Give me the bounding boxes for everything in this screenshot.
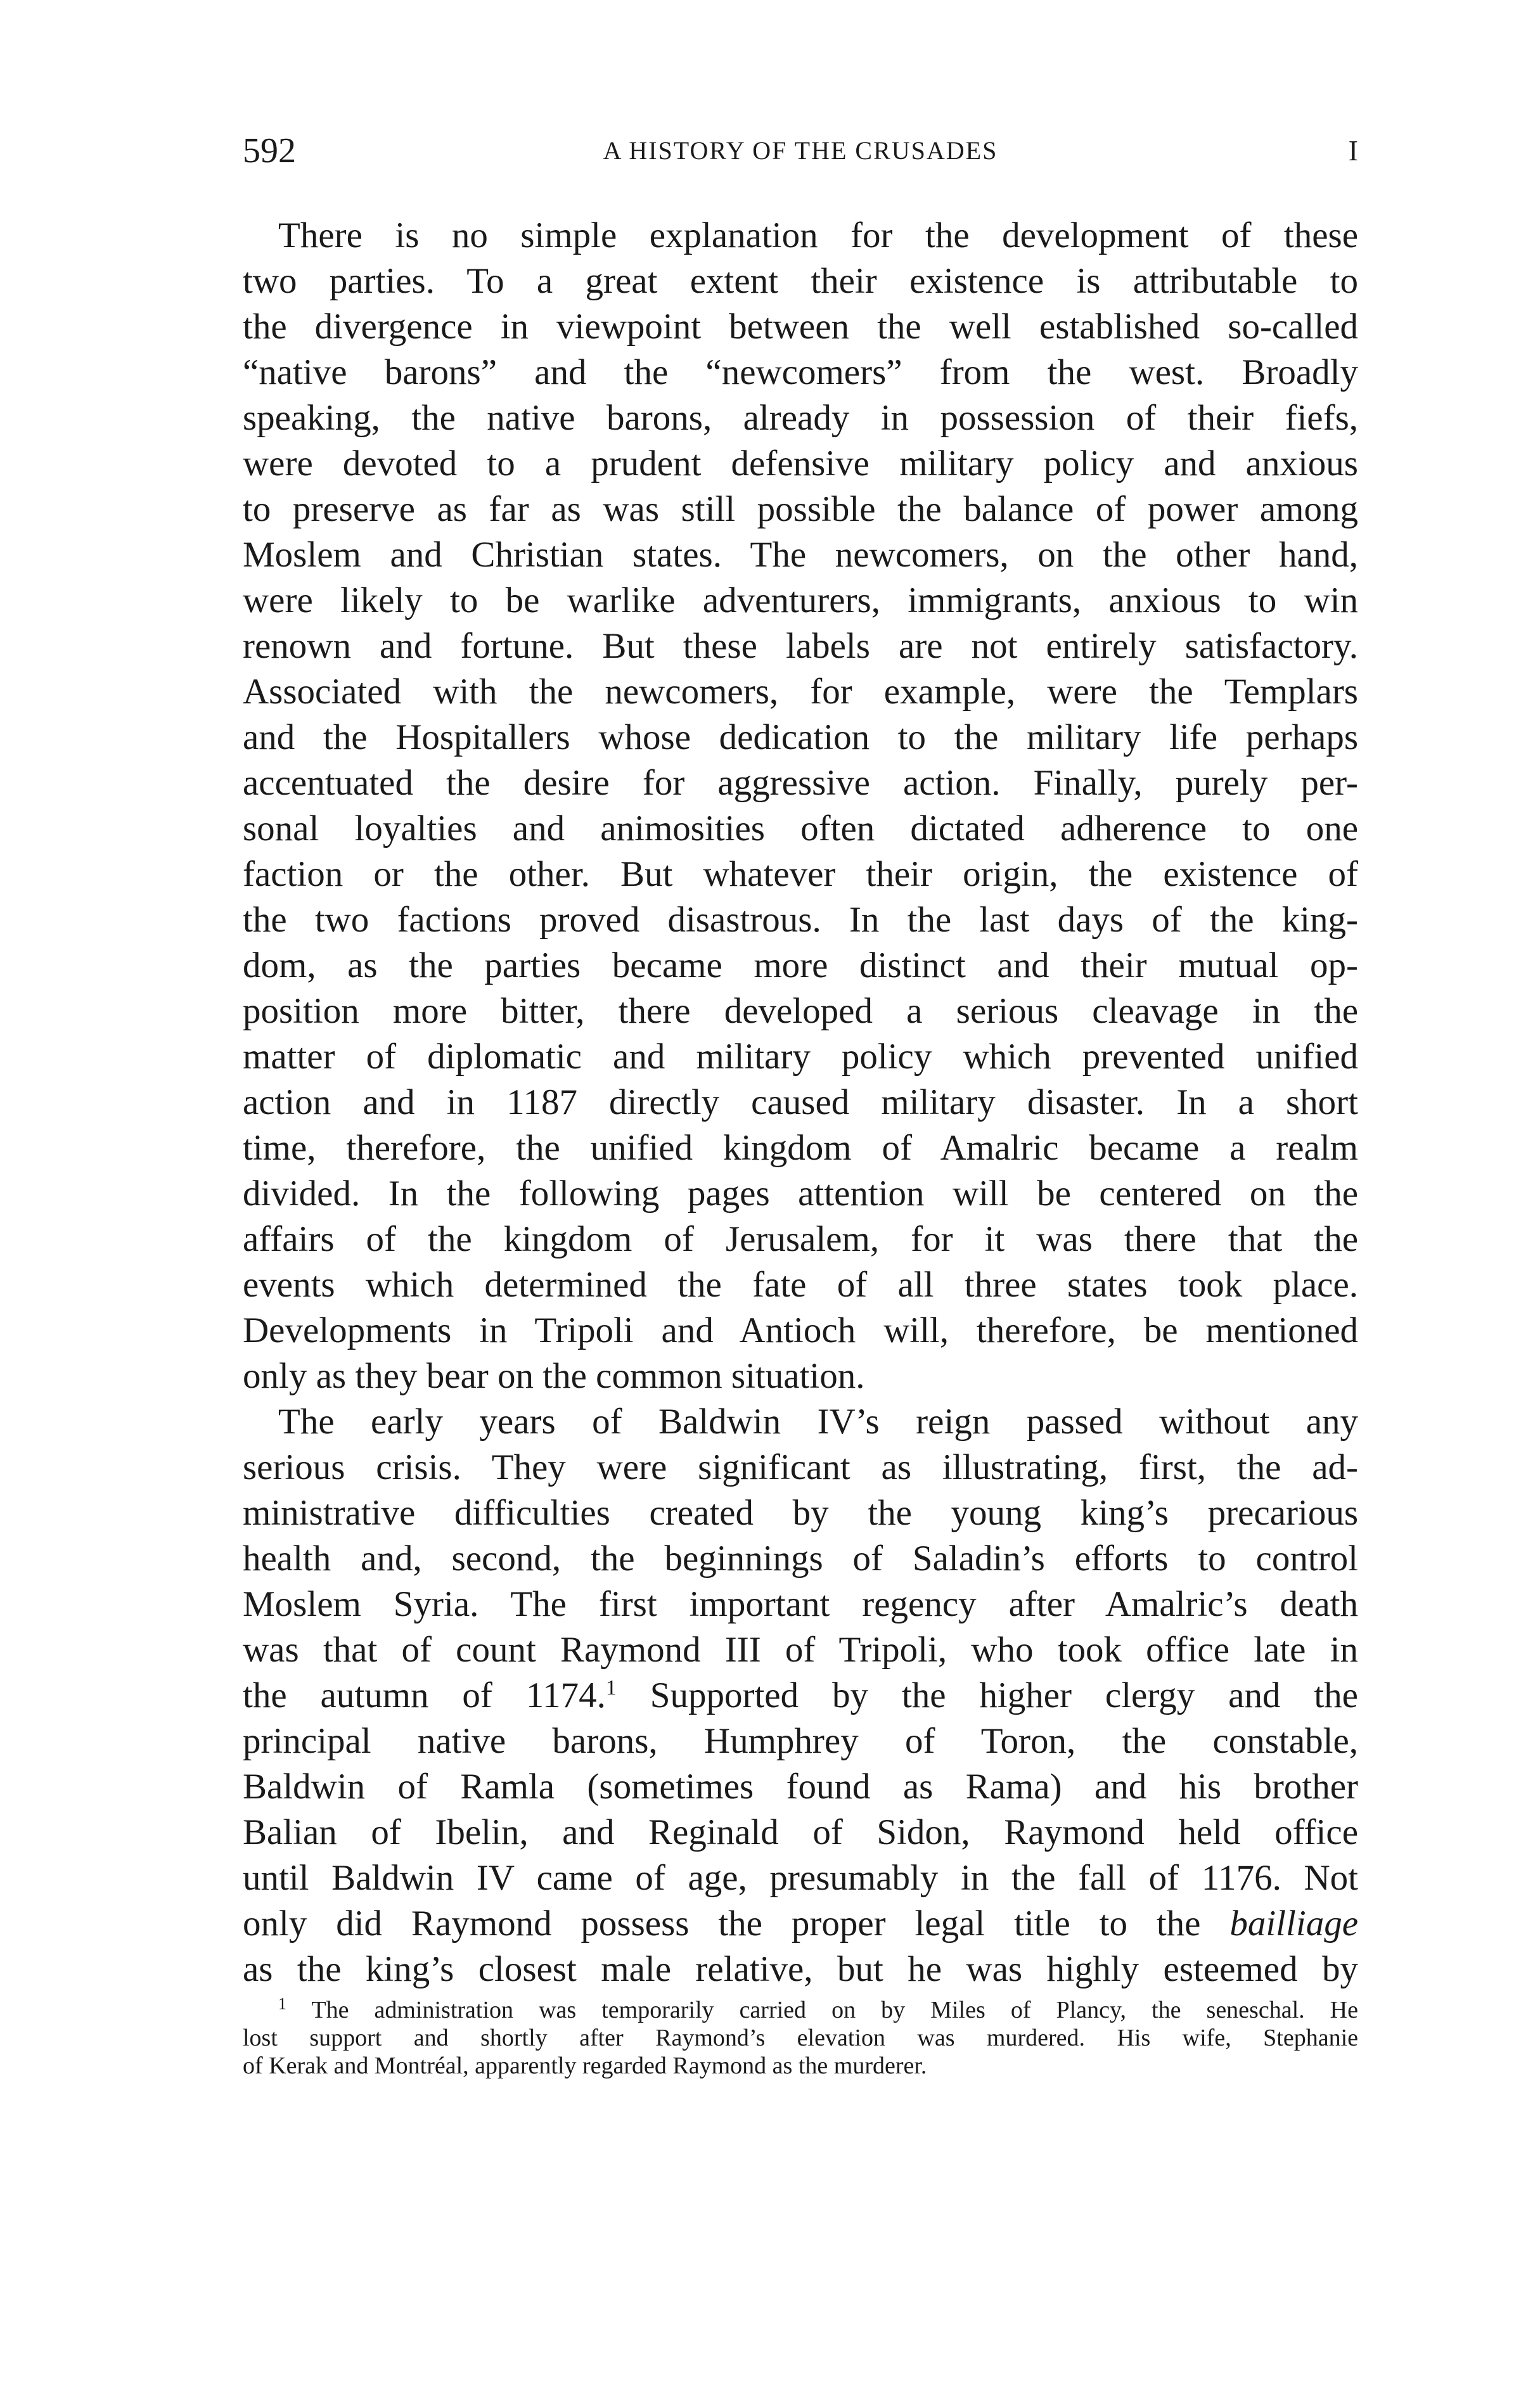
text-line: divided. In the following pages attention will be centered on the bbox=[243, 1174, 1358, 1214]
text-line: the two factions proved disastrous. In the last days of the king- bbox=[243, 900, 1358, 940]
body-text bbox=[243, 213, 1358, 1992]
text-line: action and in 1187 directly caused military disaster. In a short bbox=[243, 1082, 1358, 1122]
text-line: only as they bear on the common situation. bbox=[243, 1356, 865, 1396]
text-line: serious crisis. They were significant as illustrating, first, the ad- bbox=[243, 1447, 1358, 1487]
text-line: Baldwin of Ramla (sometimes found as Rama) and his brother bbox=[243, 1767, 1358, 1807]
text-line: matter of diplomatic and military policy which prevented unified bbox=[243, 1037, 1358, 1077]
text-line: Associated with the newcomers, for example, were the Templars bbox=[243, 672, 1358, 712]
footnote-reference[interactable]: 1 bbox=[605, 1676, 617, 1700]
text-line: dom, as the parties became more distinct and their mutual op- bbox=[243, 945, 1358, 985]
text-line: Moslem and Christian states. The newcomers, on the other hand, bbox=[243, 535, 1358, 575]
text-line: There is no simple explanation for the development of these bbox=[278, 215, 1358, 255]
text-line: renown and fortune. But these labels are not entirely satisfactory. bbox=[243, 626, 1358, 666]
text-line: sonal loyalties and animosities often dictated adherence to one bbox=[243, 809, 1358, 849]
text-line: The early years of Baldwin IV’s reign passed without any bbox=[278, 1402, 1358, 1442]
footnote-line: lost support and shortly after Raymond’s elevation was murdered. His wife, Stephanie bbox=[243, 2025, 1358, 2051]
text-line: ministrative difficulties created by the young king’s precarious bbox=[243, 1493, 1358, 1533]
text-line: position more bitter, there developed a serious cleavage in the bbox=[243, 991, 1358, 1031]
running-title: A HISTORY OF THE CRUSADES bbox=[603, 136, 998, 165]
chapter-number: I bbox=[1348, 134, 1358, 167]
text-line: as the king’s closest male relative, but he was highly esteemed by bbox=[243, 1949, 1358, 1989]
text-line: principal native barons, Humphrey of Toron, the constable, bbox=[243, 1721, 1358, 1761]
text-line: Developments in Tripoli and Antioch will, therefore, be mentioned bbox=[243, 1310, 1358, 1350]
text-segment: the autumn of 1174. bbox=[243, 1675, 606, 1715]
footnote bbox=[243, 1996, 1358, 2080]
text-line: Balian of Ibelin, and Reginald of Sidon, Raymond held office bbox=[243, 1812, 1358, 1852]
text-line: time, therefore, the unified kingdom of Amalric became a realm bbox=[243, 1128, 1358, 1168]
text-line: until Baldwin IV came of age, presumably in the fall of 1176. Not bbox=[243, 1858, 1358, 1898]
text-line: events which determined the fate of all three states took place. bbox=[243, 1265, 1358, 1305]
text-line bbox=[243, 1901, 1358, 1947]
text-line: “native barons” and the “newcomers” from the west. Broadly bbox=[243, 352, 1358, 392]
text-line: and the Hospitallers whose dedication to the military life perhaps bbox=[243, 717, 1358, 757]
running-head bbox=[243, 131, 1358, 171]
italic-term: bailliage bbox=[1229, 1904, 1358, 1944]
text-line: was that of count Raymond III of Tripoli, who took office late in bbox=[243, 1630, 1358, 1670]
text-line: the divergence in viewpoint between the well established so-called bbox=[243, 307, 1358, 347]
text-line: Moslem Syria. The first important regency after Amalric’s death bbox=[243, 1584, 1358, 1624]
text-line: to preserve as far as was still possible the balance of power among bbox=[243, 489, 1358, 529]
text-segment: only did Raymond possess the proper legal title to the bbox=[243, 1904, 1230, 1944]
text-segment: Supported by the higher clergy and the bbox=[616, 1675, 1358, 1715]
text-line: health and, second, the beginnings of Saladin’s efforts to control bbox=[243, 1539, 1358, 1579]
footnote-line bbox=[243, 1996, 1358, 2024]
text-segment: The administration was temporarily carried on by Miles of Plancy, the seneschal. He bbox=[286, 1997, 1358, 2023]
text-line: accentuated the desire for aggressive action. Finally, purely per- bbox=[243, 763, 1358, 803]
text-line: were likely to be warlike adventurers, immigrants, anxious to win bbox=[243, 580, 1358, 620]
text-line: two parties. To a great extent their existence is attributable to bbox=[243, 261, 1358, 301]
text-line: faction or the other. But whatever their origin, the existence of bbox=[243, 854, 1358, 894]
text-line: affairs of the kingdom of Jerusalem, for it was there that the bbox=[243, 1219, 1358, 1259]
footnote-marker: 1 bbox=[278, 1994, 286, 2013]
text-line: were devoted to a prudent defensive military policy and anxious bbox=[243, 444, 1358, 484]
text-line bbox=[243, 1673, 1358, 1719]
page-number: 592 bbox=[243, 131, 296, 170]
footnote-line: of Kerak and Montréal, apparently regarded Raymond as the murderer. bbox=[243, 2053, 927, 2079]
text-line: speaking, the native barons, already in possession of their fiefs, bbox=[243, 398, 1358, 438]
